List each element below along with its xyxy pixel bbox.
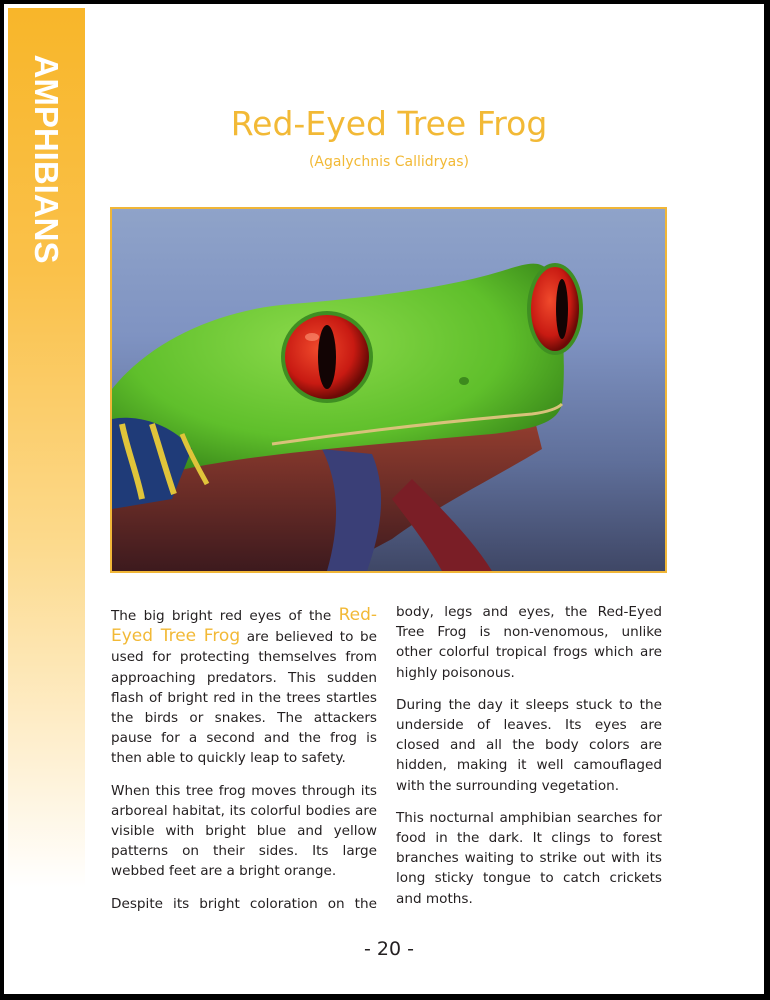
page-number: - 20 - xyxy=(364,938,414,960)
scientific-name: (Agalychnis Callidryas) xyxy=(308,154,470,170)
paragraph-4: During the day it sleeps stuck to the underside of leaves. Its eyes are closed and all the body colors are hidden, making it well camouflaged with the surrounding vegetation. xyxy=(396,696,662,794)
paragraph-1-start: The big bright red eyes of the xyxy=(111,608,339,624)
paragraph-2: When this tree frog moves through its arboreal habitat, its colorful bodies are visible with bright blue and yellow patterns on their sides. Its large webbed feet are a bright orange. xyxy=(111,782,377,880)
text-column-right xyxy=(396,602,662,921)
paragraph-1 xyxy=(111,605,377,769)
section-label-text: AMPHIBIANS xyxy=(28,54,65,264)
paragraph-3-start: Despite its bright coloration on the xyxy=(111,895,377,912)
paragraph-3-continued: body, legs and eyes, the Red-Eyed Tree Frog is non-venomous, unlike other colorful tropical frogs which are highly poisonous. xyxy=(396,604,662,681)
frog-name-highlight: Red-Eyed Tree Frog xyxy=(111,605,377,647)
paragraph-1-end: are believed to be used for protecting themselves from approaching predators. This sudden flash of bright red in the trees startles the birds or snakes. The attackers pause for a second and the frog is then able to quickly leap to safety. xyxy=(111,629,377,767)
red-eyed-tree-frog-photo xyxy=(110,207,667,573)
paragraph-5: This nocturnal amphibian searches for food in the dark. It clings to forest branches waiting to strike out with its long sticky tongue to catch crickets and moths. xyxy=(396,809,662,907)
page-title: Red-Eyed Tree Frog xyxy=(230,104,548,143)
text-column-left xyxy=(111,605,377,926)
